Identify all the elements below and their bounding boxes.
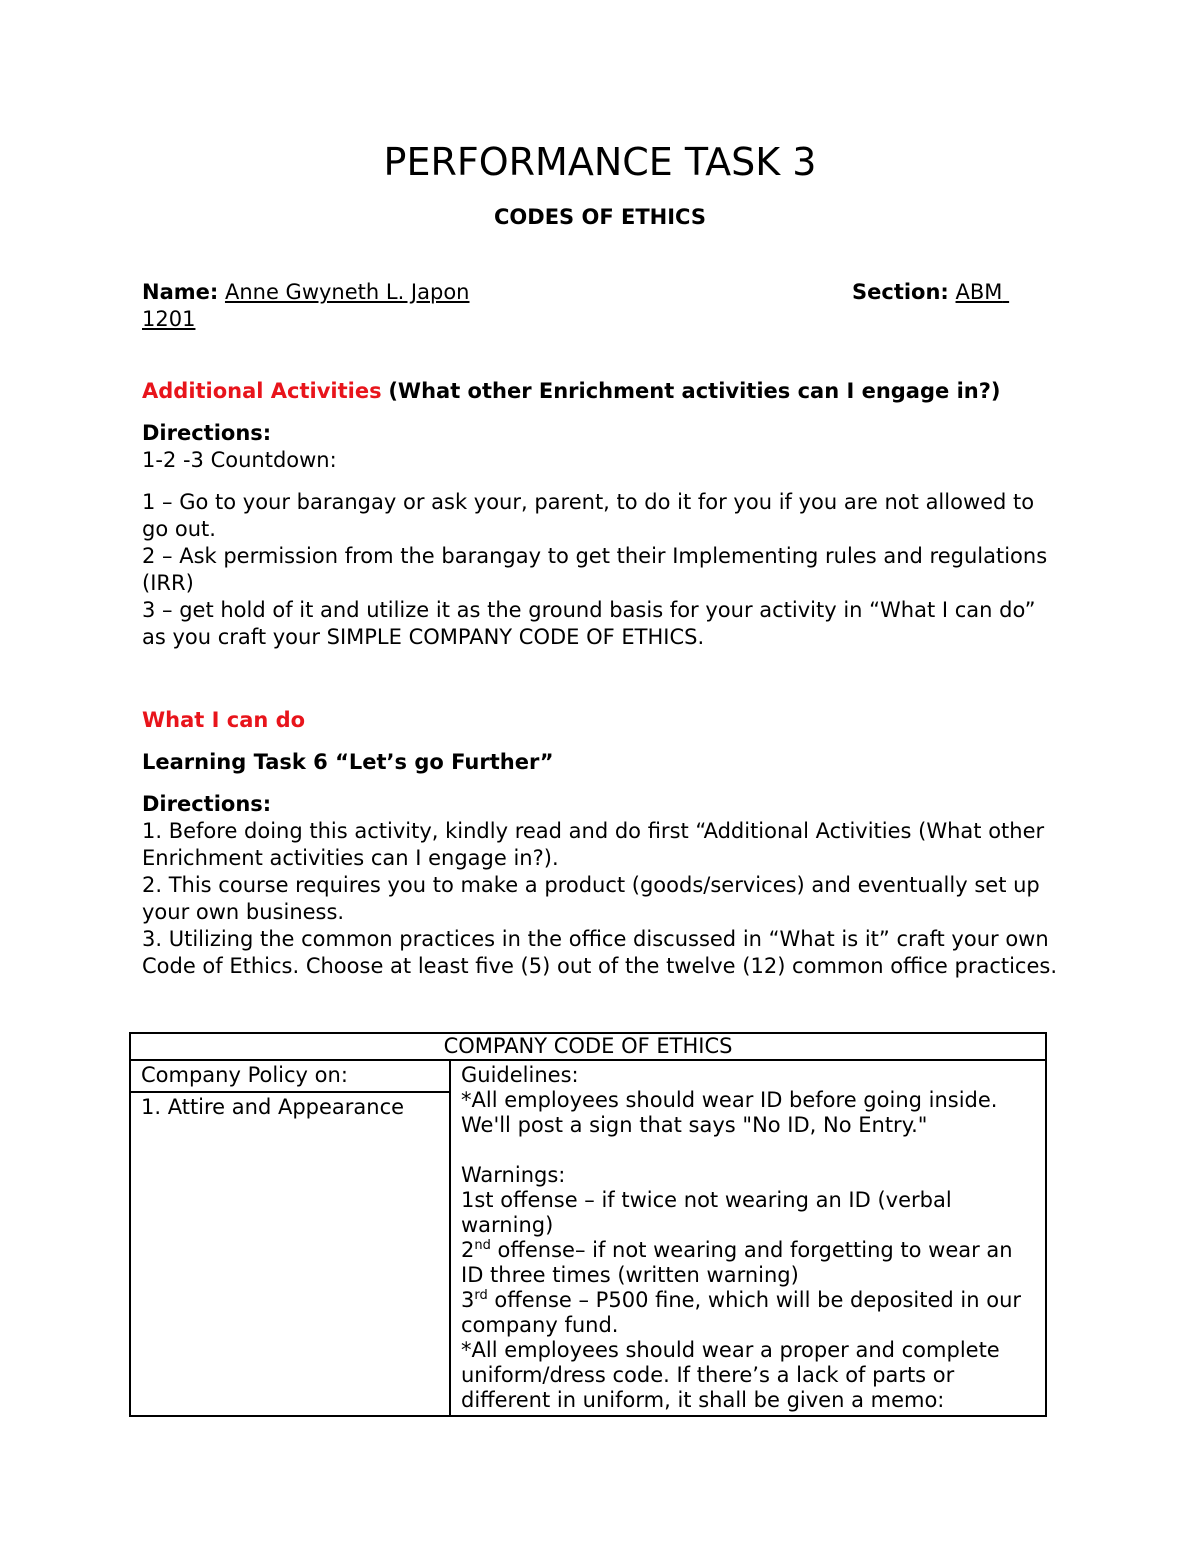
warnings-label: Warnings: — [461, 1163, 566, 1187]
name-value: Anne Gwyneth L. Japon — [224, 280, 470, 304]
policy-item: 1. Attire and Appearance — [141, 1095, 405, 1119]
step-item: 3 – get hold of it and utilize it as the ground basis for your activity in “What I can do” as you craft your SIMPLE COMPANY CODE OF ETHICS. — [142, 598, 1036, 649]
section-value-cont: 1201 — [142, 307, 196, 331]
offense-item: 1st offense – if twice not wearing an ID (verbal warning) — [461, 1188, 952, 1237]
directions-label: Directions: — [142, 792, 272, 816]
section-field — [852, 279, 1009, 306]
learning-task-title: Learning Task 6 “Let’s go Further” — [142, 750, 554, 774]
step-item: 1 – Go to your barangay or ask your, parent, to do it for you if you are not allowed to go out. — [142, 490, 1035, 541]
name-label: Name: — [142, 280, 219, 304]
code-of-ethics-table — [129, 1032, 1047, 1417]
additional-heading: Additional Activities — [142, 379, 382, 403]
additional-heading-rest: (What other Enrichment activities can I engage in?) — [388, 379, 1001, 403]
what-i-can-do-section — [142, 707, 1062, 980]
guideline-text: *All employees should wear ID before going inside. We'll post a sign that says "No ID, No Entry." — [461, 1088, 998, 1137]
student-info — [142, 279, 1062, 333]
directions-label: Directions: — [142, 421, 272, 445]
guidelines-cell — [450, 1060, 1046, 1416]
offense-item: 2nd offense– if not wearing and forgetting to wear an ID three times (written warning) — [461, 1238, 1013, 1287]
page-subtitle: CODES OF ETHICS — [494, 205, 706, 229]
offense-item: 3rd offense – P500 fine, which will be deposited in our company fund. — [461, 1288, 1022, 1337]
policy-column — [130, 1060, 450, 1416]
guidelines-label: Guidelines: — [461, 1063, 579, 1087]
direction-item: 1. Before doing this activity, kindly read and do first “Additional Activities (What other Enrichment activities can I engage in?). — [142, 819, 1045, 870]
table-header: COMPANY CODE OF ETHICS — [130, 1033, 1046, 1060]
what-i-can-do-heading: What I can do — [142, 708, 306, 732]
section-label: Section: — [852, 280, 949, 304]
policy-label: Company Policy on: — [131, 1061, 449, 1093]
step-item: 2 – Ask permission from the barangay to get their Implementing rules and regulations (IRR) — [142, 544, 1048, 595]
additional-activities — [142, 378, 1062, 651]
guideline-text: *All employees should wear a proper and complete uniform/dress code. If there’s a lack of parts or different in uniform, it shall be given a memo: — [461, 1338, 1000, 1412]
page-title: PERFORMANCE TASK 3 — [383, 140, 817, 184]
direction-item: 3. Utilizing the common practices in the office discussed in “What is it” craft your own Code of Ethics. Choose at least five (5) out of the twelve (12) common office practices. — [142, 927, 1058, 978]
countdown-label: 1-2 -3 Countdown: — [142, 448, 337, 472]
section-value: ABM — [955, 280, 1003, 304]
direction-item: 2. This course requires you to make a product (goods/services) and eventually set up your own business. — [142, 873, 1040, 924]
